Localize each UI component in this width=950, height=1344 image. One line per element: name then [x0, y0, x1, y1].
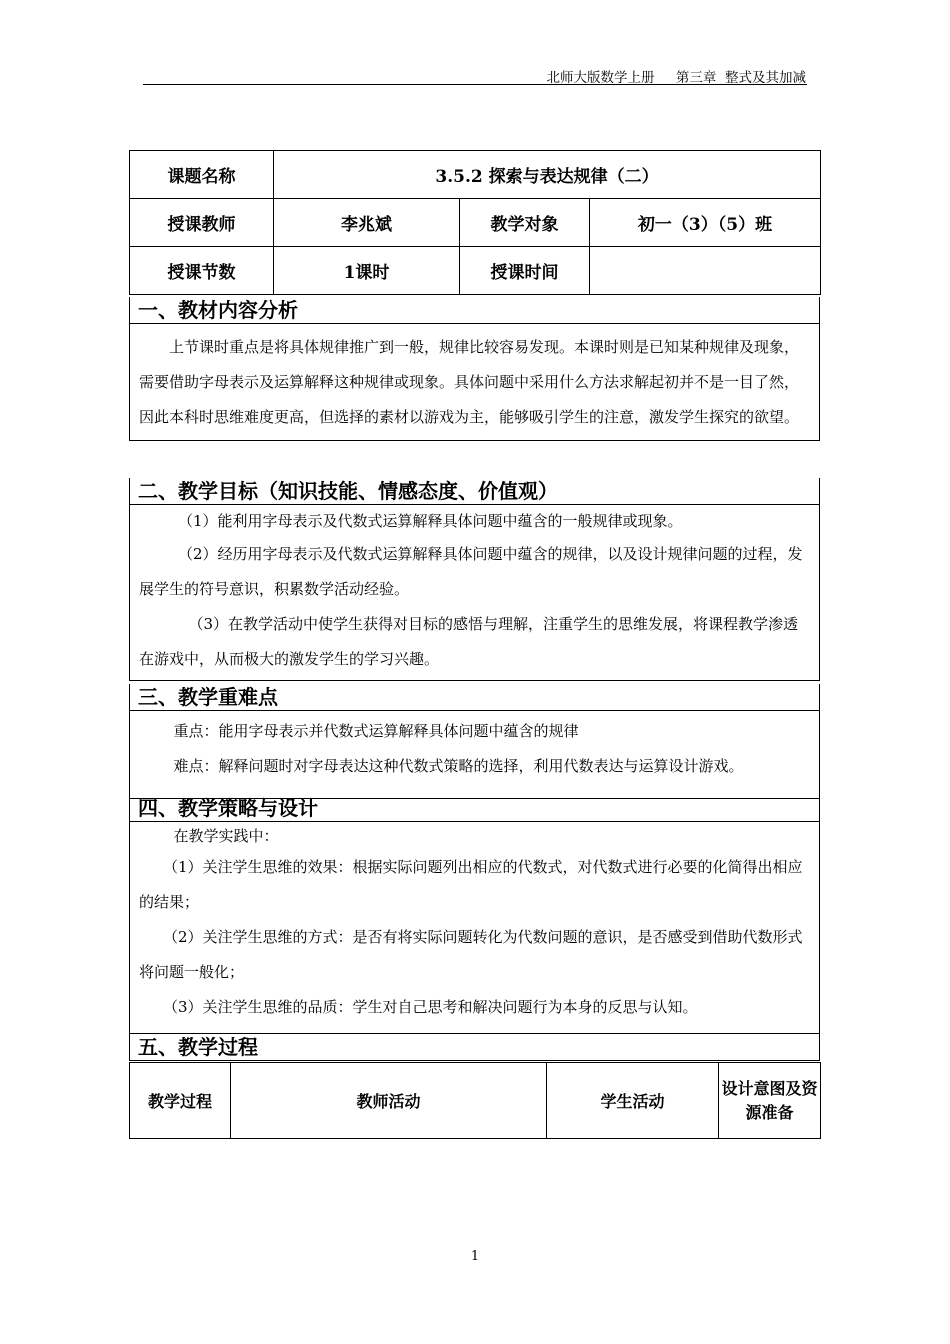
paragraph: 在教学实践中： [173, 827, 279, 845]
section-title: 四、教学策略与设计 [130, 795, 819, 822]
lesson-count-label: 授课节数 [130, 247, 274, 295]
col-student-activity: 学生活动 [547, 1063, 719, 1139]
lesson-row [130, 247, 821, 295]
paragraph: 上节课时重点是将具体规律推广到一般，规律比较容易发现。本课时则是已知某种规律及现象，需要借助字母表示及运算解释这种规律或现象。具体问题中采用什么方法求解起初并不是一目了然，因此本科时思维难度更高，但选择的素材以游戏为主，能够吸引学生的注意，激发学生探究的欲望。 [139, 338, 800, 426]
course-title-value: 3.5.2 探索与表达规律（二） [274, 151, 821, 199]
col-design-intent: 设计意图及资源准备 [719, 1063, 821, 1139]
difficult-point: 难点：解释问题时对字母表达这种代数式策略的选择，利用代数表达与运算设计游戏。 [173, 757, 744, 775]
section-title: 一、教材内容分析 [130, 297, 819, 324]
course-title-row [130, 151, 821, 199]
teacher-value: 李兆斌 [274, 199, 460, 247]
page-number: 1 [470, 1249, 480, 1264]
process-table [129, 1062, 821, 1139]
section-title: 三、教学重难点 [130, 684, 819, 711]
section-material-analysis [129, 297, 820, 441]
section-title: 五、教学过程 [130, 1034, 819, 1061]
paragraph: （1）关注学生思维的效果：根据实际问题列出相应的代数式，对代数式进行必要的化简得出相应的结果； [139, 858, 803, 911]
course-title-label: 课题名称 [130, 151, 274, 199]
process-header-row [130, 1063, 821, 1139]
section-strategy-design [129, 795, 820, 1034]
lesson-count-value: 1课时 [274, 247, 460, 295]
paragraph: （3）在教学活动中使学生获得对目标的感悟与理解，注重学生的思维发展，将课程教学渗透在游戏中，从而极大的激发学生的学习兴趣。 [139, 615, 799, 668]
section-teaching-goals [129, 478, 820, 681]
paragraph: （3）关注学生思维的品质：学生对自己思考和解决问题行为本身的反思与认知。 [163, 998, 698, 1016]
header-rule [143, 84, 807, 85]
teacher-label: 授课教师 [130, 199, 274, 247]
audience-value: 初一（3）（5）班 [590, 199, 821, 247]
col-process: 教学过程 [130, 1063, 231, 1139]
paragraph: （2）关注学生思维的方式：是否有将实际问题转化为代数问题的意识，是否感受到借助代数形式将问题一般化； [139, 928, 803, 981]
lesson-time-value [590, 247, 821, 295]
audience-label: 教学对象 [460, 199, 590, 247]
section-teaching-process [129, 1034, 820, 1061]
section-title: 二、教学目标（知识技能、情感态度、价值观） [130, 478, 819, 505]
teacher-row [130, 199, 821, 247]
paragraph: （2）经历用字母表示及代数式运算解释具体问题中蕴含的规律，以及设计规律问题的过程，发展学生的符号意识，积累数学活动经验。 [139, 545, 803, 598]
section-key-points [129, 684, 820, 799]
page-header-text: 北师大版数学上册 第三章 整式及其加减 [546, 70, 806, 86]
paragraph: （1）能利用字母表示及代数式运算解释具体问题中蕴含的一般规律或现象。 [178, 512, 683, 530]
col-teacher-activity: 教师活动 [231, 1063, 547, 1139]
lesson-time-label: 授课时间 [460, 247, 590, 295]
key-point: 重点：能用字母表示并代数式运算解释具体问题中蕴含的规律 [173, 722, 579, 740]
course-info-table [129, 150, 821, 295]
